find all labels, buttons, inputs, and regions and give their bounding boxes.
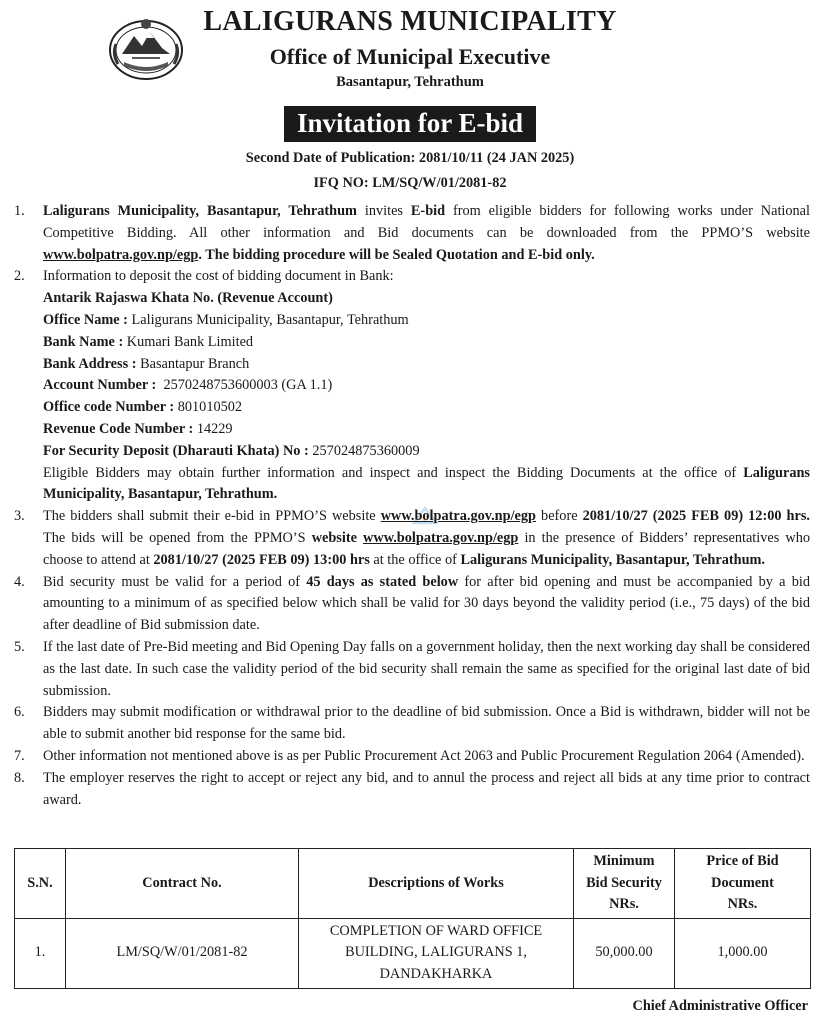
list-item-1: 1. Laligurans Municipality, Basantapur, Tehrathum invites E-bid from eligible bidders for following works under National Competitive Bidding. All other information and Bid documents can be downloaded from the PPMO’S website www.bolpatra.gov.np/egp. The bidding procedure will be Sealed Quotation and E-bid only.: [14, 203, 811, 263]
revenue-code-row: Revenue Code Number : 14229: [43, 420, 233, 437]
account-number-row: Account Number : 2570248753600003 (GA 1.1): [43, 377, 333, 394]
notice-header: [0, 0, 820, 200]
office-name-row: Office Name : Laligurans Municipality, Basantapur, Tehrathum: [43, 311, 409, 328]
ppmo-website-link[interactable]: www.bolpatra.gov.np/egp: [380, 508, 536, 525]
item-number: 2.: [14, 268, 25, 285]
ifq-number: IFQ NO: LM/SQ/W/01/2081-82: [313, 175, 507, 191]
list-item-4: 4. Bid security must be valid for a period of 45 days as stated below for after bid opening and must be accompanied by a bid amounting to a minimum of as specified below which shall be valid for 30 days beyond the validity period (i.e., 75 days) of the bid after deadline of Bid submission date.: [14, 573, 810, 634]
header-sn: S.N.: [15, 849, 66, 919]
header-description: Descriptions of Works: [299, 849, 574, 919]
list-item-2: 2. Information to deposit the cost of bidding document in Bank: Antarik Rajaswa Khata No. (Revenue Account) Office Name : Laligurans Municipality, Basantapur, Tehrathum Bank Name : Kumari Bank Limited Bank Address : Basantapur Branch Account Number : 2570248753600003 (GA 1.1) Office code Number : 801010502 Revenue Code Number : 14229 For Security Deposit (Dharauti Khata) No : 257024875360009 Eligible Bidders may obtain further information and inspect and inspect the Bidding Documents at the office of Laligurans Municipality, Basantapur, Tehrathum.: [14, 268, 810, 503]
header-document-price: Price of Bid Document NRs.: [675, 849, 811, 919]
list-item-7: 7. Other information not mentioned above is as per Public Procurement Act 2063 and Public Procurement Regulation 2064 (Amended).: [14, 746, 810, 768]
signature-title: Chief Administrative Officer: [632, 998, 808, 1014]
bank-address-row: Bank Address : Basantapur Branch: [43, 355, 250, 372]
ppmo-website-link[interactable]: www.bolpatra.gov.np/egp: [43, 246, 199, 263]
list-item-3: 3. The bidders shall submit their e-bid in PPMO’S website www.bolpatra.gov.np/egp before 2081/10/27 (2025 FEB 09) 12:00 hrs. The bids will be opened from the PPMO’S website www.bolpatra.gov.np/egp in the presence of Bidders’ representatives who choose to attend at 2081/10/27 (2025 FEB 09) 13:00 hrs at the office of Laligurans Municipality, Basantapur, Tehrathum.: [14, 508, 810, 568]
cell-description: COMPLETION OF WARD OFFICE BUILDING, LALIGURANS 1, DANDAKHARKA: [299, 918, 574, 988]
security-deposit-row: For Security Deposit (Dharauti Khata) No : 257024875360009: [43, 442, 420, 459]
cell-bid-security: 50,000.00: [574, 918, 675, 988]
notice-title-banner: Invitation for E-bid: [284, 106, 536, 142]
municipality-name: LALIGURANS MUNICIPALITY: [203, 6, 617, 37]
list-item-8: 8. The employer reserves the right to accept or reject any bid, and to annul the process and reject all bids at any time prior to contract award.: [14, 769, 810, 808]
cell-contract-no: LM/SQ/W/01/2081-82: [66, 918, 299, 988]
notice-body: [14, 201, 810, 811]
table-header-row: [15, 849, 811, 919]
item-number: 6.: [14, 704, 25, 721]
office-name: Office of Municipal Executive: [269, 44, 551, 69]
item-number: 1.: [14, 203, 25, 219]
account-heading: Antarik Rajaswa Khata No. (Revenue Account): [43, 290, 333, 307]
publication-date: Second Date of Publication: 2081/10/11 (24 JAN 2025): [245, 150, 575, 166]
bid-details-table: [14, 848, 811, 989]
cell-sn: 1.: [15, 918, 66, 988]
item-number: 3.: [14, 508, 25, 525]
item-number: 5.: [14, 638, 25, 655]
list-item-5: 5. If the last date of Pre-Bid meeting and Bid Opening Day falls on a government holiday, then the next working day shall be considered as the last date. In such case the validity period of the bid security shall remain the same as specified for the original last date of bid submission.: [14, 638, 810, 699]
header-contract-no: Contract No.: [66, 849, 299, 919]
bank-name-row: Bank Name : Kumari Bank Limited: [43, 333, 254, 350]
bold-text: Laligurans Municipality, Basantapur, Tehrathum: [43, 203, 357, 219]
cell-document-price: 1,000.00: [675, 918, 811, 988]
office-code-row: Office code Number : 801010502: [43, 399, 243, 416]
header-bid-security: Minimum Bid Security NRs.: [574, 849, 675, 919]
item-number: 8.: [14, 769, 25, 786]
ppmo-website-link[interactable]: www.bolpatra.gov.np/egp: [363, 529, 519, 546]
table-row: [15, 918, 811, 988]
item-number: 4.: [14, 573, 25, 590]
office-address: Basantapur, Tehrathum: [336, 74, 484, 90]
list-item-6: 6. Bidders may submit modification or withdrawal prior to the deadline of bid submission. Once a Bid is withdrawn, bidder will not be able to submit another bid response for the same bid.: [14, 704, 810, 743]
item-number: 7.: [14, 747, 25, 764]
